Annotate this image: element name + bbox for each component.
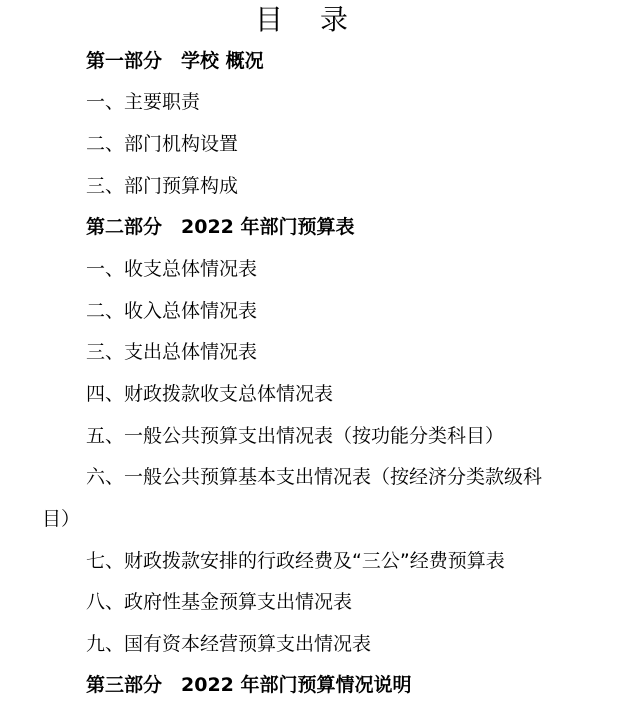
- toc-item-table-3[interactable]: 三、支出总体情况表: [86, 341, 258, 363]
- toc-item-table-8[interactable]: 八、政府性基金预算支出情况表: [86, 591, 353, 613]
- toc-item-table-7[interactable]: 七、财政拨款安排的行政经费及“三公”经费预算表: [86, 550, 505, 572]
- toc-item-table-6-continued[interactable]: 目）: [42, 508, 81, 530]
- toc-part-3[interactable]: 第三部分 2022 年部门预算情况说明: [86, 674, 412, 696]
- toc-item-table-1[interactable]: 一、收支总体情况表: [86, 258, 258, 280]
- toc-item-table-5[interactable]: 五、一般公共预算支出情况表（按功能分类科目）: [86, 425, 505, 447]
- toc-item-table-9[interactable]: 九、国有资本经营预算支出情况表: [86, 633, 372, 655]
- toc-part-1[interactable]: 第一部分 学校 概况: [86, 50, 264, 72]
- toc-item-budget-composition[interactable]: 三、部门预算构成: [86, 175, 239, 197]
- toc-item-table-2[interactable]: 二、收入总体情况表: [86, 300, 258, 322]
- toc-title: 目 录: [255, 3, 362, 36]
- toc-item-main-duties[interactable]: 一、主要职责: [86, 91, 201, 113]
- toc-item-table-6[interactable]: 六、一般公共预算基本支出情况表（按经济分类款级科: [86, 466, 543, 488]
- toc-part-2[interactable]: 第二部分 2022 年部门预算表: [86, 216, 355, 238]
- toc-item-table-4[interactable]: 四、财政拨款收支总体情况表: [86, 383, 334, 405]
- toc-item-org-setup[interactable]: 二、部门机构设置: [86, 133, 239, 155]
